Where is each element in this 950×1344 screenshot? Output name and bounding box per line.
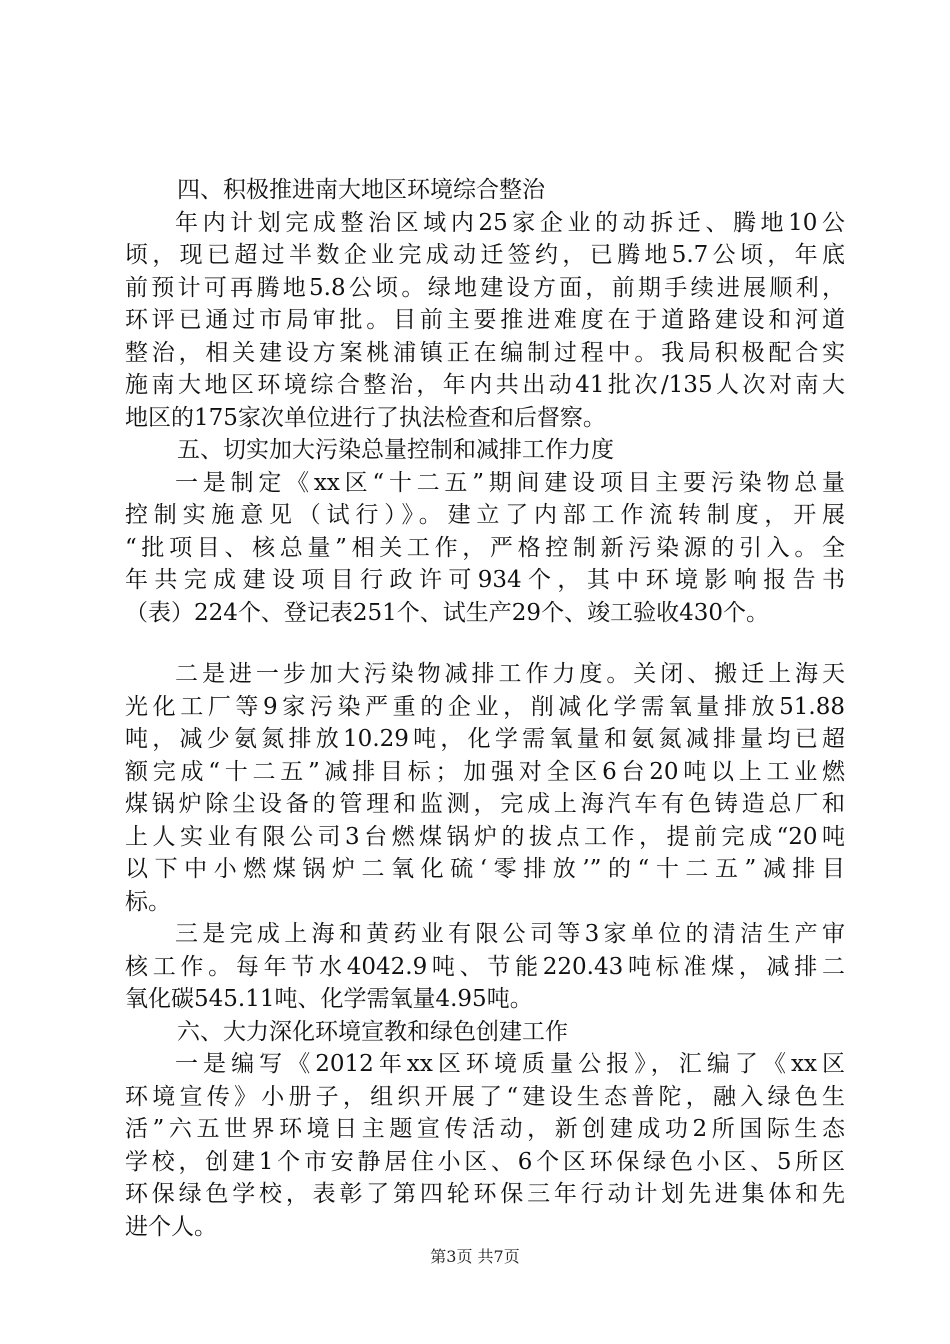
paragraph-line: “批项目、核总量”相关工作，严格控制新污染源的引入。全: [125, 534, 845, 561]
paragraph-line: 光化工厂等9家污染严重的企业，削减化学需氧量排放51.88: [125, 693, 845, 720]
paragraph-line: 标。: [125, 888, 171, 915]
paragraph-line: 三是完成上海和黄药业有限公司等3家单位的清洁生产审: [175, 921, 845, 947]
section-heading: 五、切实加大污染总量控制和减排工作力度: [177, 437, 614, 463]
paragraph-line: 氧化碳545.11吨、化学需氧量4.95吨。: [125, 986, 533, 1012]
paragraph-line: 以下中小燃煤锅炉二氧化硫‘零排放’”的“十二五”减排目: [125, 856, 845, 882]
paragraph-line: 年共完成建设项目行政许可934个，其中环境影响报告书: [125, 567, 845, 593]
paragraph-line: 地区的175家次单位进行了执法检查和后督察。: [125, 404, 606, 431]
paragraph-line: 环保绿色学校，表彰了第四轮环保三年行动计划先进集体和先: [125, 1181, 845, 1207]
paragraph-line: （表）224个、登记表251个、试生产29个、竣工验收430个。: [125, 599, 769, 626]
page-footer: 第3页 共7页: [430, 1247, 520, 1266]
paragraph-line: 进个人。: [125, 1213, 217, 1240]
paragraph-line: 二是进一步加大污染物减排工作力度。关闭、搬迁上海天: [175, 661, 845, 687]
paragraph-line: 核工作。每年节水4042.9吨、节能220.43吨标准煤，减排二: [125, 953, 845, 980]
paragraph-line: 年内计划完成整治区域内25家企业的动拆迁、腾地10公: [175, 209, 845, 236]
paragraph-line: 环境宣传》小册子，组织开展了“建设生态普陀，融入绿色生: [125, 1083, 845, 1110]
paragraph-line: 学校，创建1个市安静居住小区、6个区环保绿色小区、5所区: [125, 1148, 845, 1175]
paragraph-line: 一是编写《2012年xx区环境质量公报》，汇编了《xx区: [175, 1051, 845, 1077]
paragraph-line: 一是制定《xx区“十二五”期间建设项目主要污染物总量: [175, 469, 845, 496]
section-heading: 四、积极推进南大地区环境综合整治: [177, 177, 545, 203]
blank-line: [125, 629, 845, 658]
paragraph-line: 吨，减少氨氮排放10.29吨，化学需氧量和氨氮减排量均已超: [125, 726, 845, 752]
paragraph-line: 煤锅炉除尘设备的管理和监测，完成上海汽车有色铸造总厂和: [125, 791, 845, 817]
paragraph-line: 环评已通过市局审批。目前主要推进难度在于道路建设和河道: [125, 307, 845, 333]
paragraph-line: 上人实业有限公司3台燃煤锅炉的拔点工作，提前完成“20吨: [125, 823, 845, 850]
paragraph-line: 控制实施意见（试行）》。建立了内部工作流转制度，开展: [125, 502, 845, 528]
paragraph-line: 额完成“十二五”减排目标；加强对全区6台20吨以上工业燃: [125, 758, 845, 785]
paragraph-line: 活”六五世界环境日主题宣传活动，新创建成功2所国际生态: [125, 1116, 845, 1142]
paragraph-line: 整治，相关建设方案桃浦镇正在编制过程中。我局积极配合实: [125, 339, 845, 366]
section-heading: 六、大力深化环境宣教和绿色创建工作: [177, 1018, 568, 1045]
paragraph-line: 顷，现已超过半数企业完成动迁签约，已腾地5.7公顷，年底: [125, 242, 845, 268]
document-body: [125, 174, 845, 1243]
paragraph-line: 施南大地区环境综合整治，年内共出动41批次/135人次对南大: [125, 372, 845, 398]
paragraph-line: 前预计可再腾地5.8公顷。绿地建设方面，前期手续进展顺利，: [125, 274, 845, 301]
